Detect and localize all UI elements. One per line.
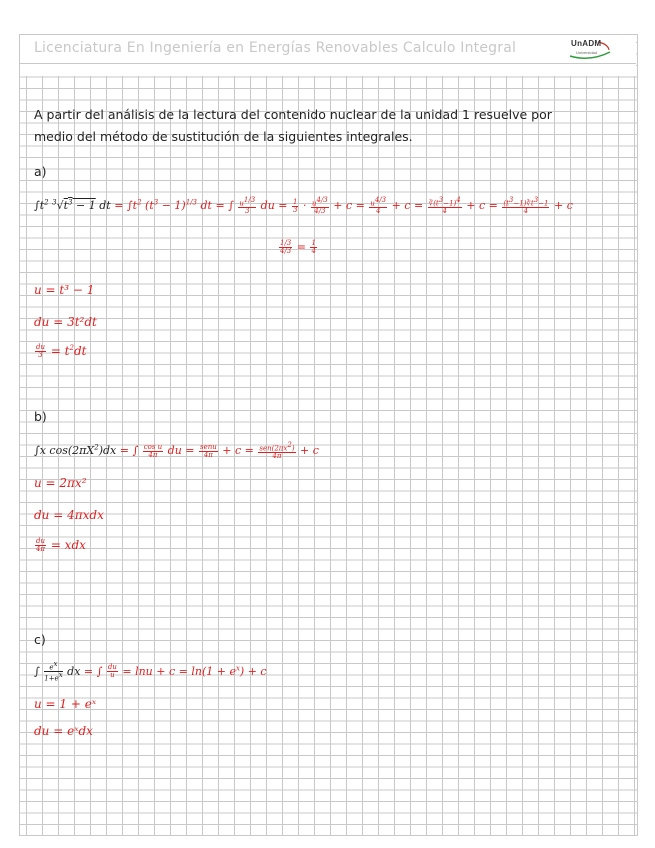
part-b-sub-1: u = 2πx²: [34, 476, 87, 490]
graph-paper-page: [19, 34, 638, 836]
part-c-sub-2: du = eˣdx: [34, 724, 93, 738]
part-b-integral: ∫x $\cos(2\pi X^2)dx$: [34, 443, 117, 458]
part-b-sub-2: du = 4πxdx: [34, 508, 104, 522]
part-b-label: b): [34, 409, 47, 424]
part-b-sub-3: $\frac{du}{4\pi}$ = xdx: [35, 537, 86, 553]
part-c-solution: = ∫ $\frac{du}{u}$ = $\ln u + c = \ln(1 + e^x) + c$: [83, 663, 267, 680]
part-c-integral: ∫ $\frac{e^x}{1+e^x}$ dx: [34, 660, 81, 683]
logo-text: UnADM: [571, 39, 602, 48]
logo-subtext: Universidad: [576, 50, 598, 55]
part-a-solution: = $\int t^2$ $(t^3 - 1)^{1/3}$ dt = ∫ $\frac{u^{1/3}}{3}$ du = $\frac{1}{3}$ · $\frac{u^{4/3}}{4/3}$ + c = $\frac{u^{4/3}}{4}$ + c = $\frac{∛(t^3-1)^4}{4}$ + c = $\frac{(t^3-1)∛t^3-1}{4}$ + c: [114, 196, 573, 216]
part-b-solution: = ∫ $\frac{\text{cos u}}{4\pi}$ du = $\frac{\text{senu}}{4\pi}$ + c = $\frac{sen(2\pi x^2)}{4\pi}$ + c: [119, 441, 319, 461]
part-a-label: a): [34, 164, 47, 179]
part-a-sub-1: u = t³ − 1: [34, 283, 95, 297]
part-c-sub-1: u = 1 + eˣ: [34, 697, 97, 711]
instructions-line-2: medio del método de sustitución de la siguientes integrales.: [34, 129, 413, 144]
part-c-equation: [34, 661, 267, 683]
part-b-equation: [34, 442, 319, 460]
part-c-label: c): [34, 632, 46, 647]
part-a-sub-3: $\frac{du}{3}$ = $t^2dt$: [36, 343, 87, 359]
part-a-sub-2: du = 3t²dt: [34, 315, 97, 329]
part-a-integral: $\int t^2$ $^3√t^3 - 1$ dt: [34, 198, 111, 213]
part-a-side-note: $\frac{1/3}{4/3}$ = $\frac{1}{4}$: [280, 239, 316, 255]
document-header-title: Licenciatura En Ingeniería en Energías Renovables Calculo Integral: [34, 40, 517, 56]
instructions-line-1: A partir del análisis de la lectura del contenido nuclear de la unidad 1 resuelve por: [34, 107, 552, 122]
part-a-equation: [34, 197, 573, 215]
